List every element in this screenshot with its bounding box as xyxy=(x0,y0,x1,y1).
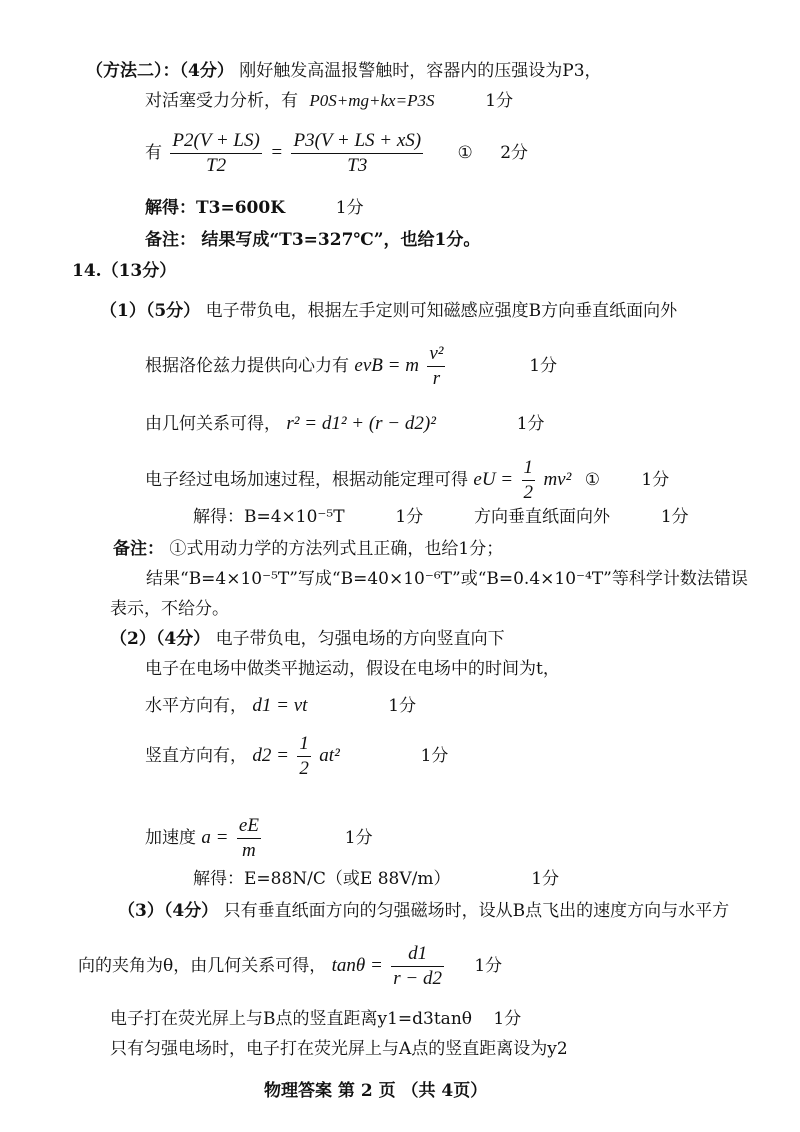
method2-note xyxy=(145,229,480,251)
b-result-line xyxy=(193,506,689,528)
lorentz-den: r xyxy=(432,368,441,389)
q14-part3-line xyxy=(118,900,729,922)
t3-result: 解得：T3=600K xyxy=(145,198,285,218)
tan-num: d1 xyxy=(391,942,444,967)
b-result-score2: 1分 xyxy=(660,507,689,527)
gas-law-line xyxy=(145,125,528,181)
gas-frac-right-den: T3 xyxy=(347,155,368,176)
force-score: 1分 xyxy=(485,91,514,111)
acceleration-den: m xyxy=(242,840,256,861)
tan-frac xyxy=(391,942,444,991)
vertical-den: 2 xyxy=(299,758,309,779)
method2-heading: （方法二）：（4分） xyxy=(86,61,234,81)
y2-line: 只有匀强电场时，电子打在荧光屏上与A点的竖直距离设为y2 xyxy=(110,1039,568,1059)
gas-frac-right-num: P3(V + LS + xS) xyxy=(291,129,423,154)
part2-heading: （2）（4分） xyxy=(110,629,211,649)
tan-text: 向的夹角为θ，由几何关系可得， xyxy=(78,956,327,976)
force-equation: P0S+mg+kx=P3S xyxy=(309,91,435,110)
vertical-score: 1分 xyxy=(420,746,449,766)
gas-frac-left xyxy=(170,129,261,178)
energy-lhs: eU = xyxy=(473,469,514,490)
energy-line xyxy=(145,452,669,508)
y1-text: 电子打在荧光屏上与B点的竖直距离y1=d3tanθ xyxy=(110,1009,473,1029)
tan-score: 1分 xyxy=(474,956,503,976)
acceleration-lhs: a = xyxy=(201,827,229,848)
q14-note-text1: ①式用动力学的方法列式且正确，也给1分； xyxy=(169,539,504,559)
vertical-lhs: d2 = xyxy=(252,745,289,766)
e-result: 解得：E=88N/C（或E 88V/m） xyxy=(193,869,451,889)
part3-text: 只有垂直纸面方向的匀强磁场时，设从B点飞出的速度方向与水平方 xyxy=(223,901,730,921)
q14-note-text3: 表示，不给分。 xyxy=(110,599,229,619)
horizontal-line xyxy=(145,695,416,717)
vertical-num: 1 xyxy=(297,732,311,757)
energy-text: 电子经过电场加速过程，根据动能定理可得 xyxy=(145,470,468,490)
acceleration-num: eE xyxy=(237,814,261,839)
b-direction: 方向垂直纸面向外 xyxy=(474,507,611,527)
eq-marker-1: ① xyxy=(457,143,473,163)
horizontal-text: 水平方向有， xyxy=(145,696,247,716)
equals-sign: = xyxy=(270,142,284,163)
part3-heading: （3）（4分） xyxy=(118,901,219,921)
gas-frac-left-num: P2(V + LS) xyxy=(170,129,261,154)
tan-lhs: tanθ = xyxy=(331,955,383,976)
q14-note-line1 xyxy=(113,538,503,560)
part2-motion: 电子在电场中做类平抛运动，假设在电场中的时间为t， xyxy=(145,659,560,679)
vertical-frac xyxy=(297,732,311,781)
geometry-score: 1分 xyxy=(516,414,545,434)
gas-frac-left-den: T2 xyxy=(206,155,227,176)
energy-num: 1 xyxy=(522,456,536,481)
force-analysis-line xyxy=(145,90,513,112)
t3-result-line xyxy=(145,197,364,219)
acceleration-frac xyxy=(237,814,261,863)
energy-frac xyxy=(522,456,536,505)
y1-line xyxy=(110,1008,521,1030)
part1-text: 电子带负电，根据左手定则可知磁感应强度B方向垂直纸面向外 xyxy=(205,301,678,321)
lorentz-lhs: evB = m xyxy=(354,355,419,376)
q14-note-text2: 结果“B=4×10⁻⁵T”写成“B=40×10⁻⁶T”或“B=0.4×10⁻⁴T”等科学计数法错误 xyxy=(146,569,748,589)
acceleration-line xyxy=(145,810,373,866)
energy-score: 1分 xyxy=(641,470,670,490)
geometry-text: 由几何关系可得， xyxy=(145,414,281,434)
q14-part2-line xyxy=(110,628,505,650)
vertical-line xyxy=(145,728,448,784)
horizontal-eq: d1 = vt xyxy=(252,695,308,716)
geometry-eq: r² = d1² + (r − d2)² xyxy=(286,413,436,434)
method2-text: 刚好触发高温报警触时，容器内的压强设为P3， xyxy=(239,61,602,81)
q14-part1-line xyxy=(100,300,677,322)
y1-score: 1分 xyxy=(493,1009,522,1029)
e-result-score: 1分 xyxy=(531,869,560,889)
lorentz-line xyxy=(145,338,557,394)
note-label: 备注： xyxy=(145,230,196,250)
force-text: 对活塞受力分析，有 xyxy=(145,91,298,111)
b-result: 解得：B=4×10⁻⁵T xyxy=(193,507,345,527)
e-result-line xyxy=(193,868,559,890)
tan-line xyxy=(78,938,502,994)
part2-text: 电子带负电，匀强电场的方向竖直向下 xyxy=(215,629,505,649)
tan-den: r − d2 xyxy=(393,968,442,989)
gas-law-prefix: 有 xyxy=(145,143,162,163)
page-footer: 物理答案 第 2 页 （共 4页） xyxy=(264,1081,488,1101)
lorentz-text: 根据洛伦兹力提供向心力有 xyxy=(145,356,349,376)
acceleration-text: 加速度 xyxy=(145,828,196,848)
vertical-text: 竖直方向有， xyxy=(145,746,247,766)
lorentz-num: v² xyxy=(427,342,445,367)
method2-line xyxy=(86,60,602,82)
gas-law-score: 2分 xyxy=(500,143,529,163)
geometry-line xyxy=(145,413,545,435)
eq-marker-energy: ① xyxy=(584,470,600,490)
gas-frac-right xyxy=(291,129,423,178)
t3-score: 1分 xyxy=(335,198,364,218)
energy-den: 2 xyxy=(523,482,534,503)
acceleration-score: 1分 xyxy=(344,828,373,848)
horizontal-score: 1分 xyxy=(388,696,417,716)
b-result-score1: 1分 xyxy=(395,507,424,527)
vertical-rhs: at² xyxy=(319,745,340,766)
q14-note-label: 备注： xyxy=(113,539,164,559)
part1-heading: （1）（5分） xyxy=(100,301,201,321)
q14-heading: 14.（13分） xyxy=(72,261,177,281)
lorentz-score: 1分 xyxy=(529,356,558,376)
lorentz-frac xyxy=(427,342,445,391)
note-text: 结果写成“T3=327℃”，也给1分。 xyxy=(201,230,481,250)
energy-rhs: mv² xyxy=(543,469,572,490)
